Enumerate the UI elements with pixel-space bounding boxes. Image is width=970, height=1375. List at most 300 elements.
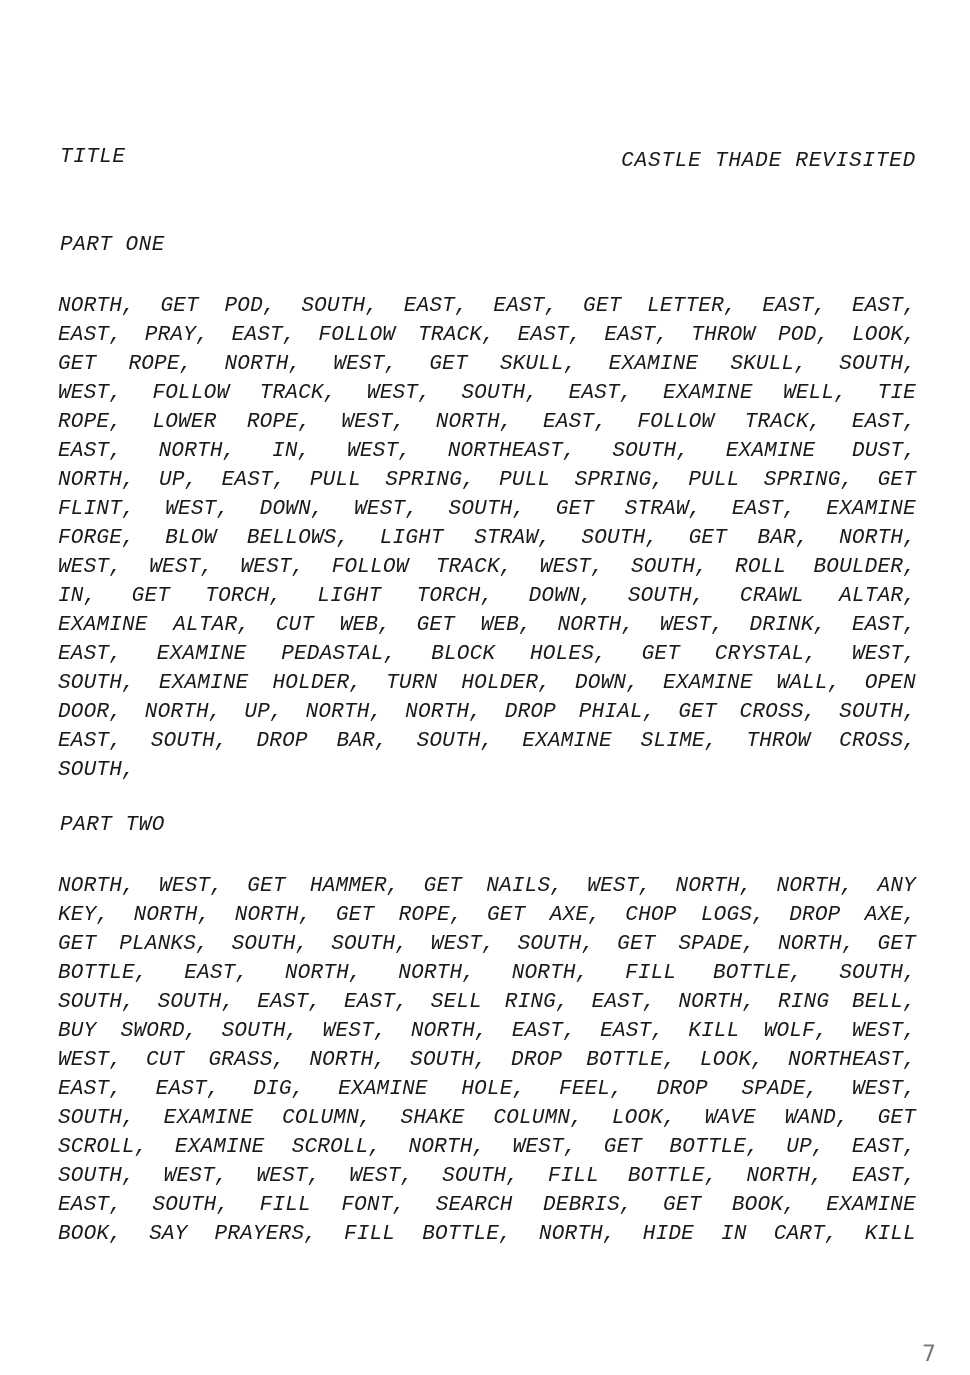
- command-word: FORGE,: [58, 527, 135, 550]
- command-word: BOTTLE,: [58, 962, 148, 985]
- text-line: [58, 1220, 916, 1249]
- command-word: EXAMINE: [156, 643, 247, 666]
- command-word: WAVE: [704, 1107, 756, 1130]
- command-word: GET: [416, 614, 455, 637]
- command-word: KILL: [688, 1020, 740, 1043]
- command-word: GET: [58, 933, 97, 956]
- command-word: GET: [555, 498, 595, 521]
- command-word: SOUTH,: [58, 1107, 135, 1130]
- command-word: WEST,: [159, 875, 224, 898]
- command-word: TRACK,: [435, 556, 513, 579]
- command-word: EAST,: [58, 1194, 123, 1217]
- command-word: FLINT,: [58, 498, 135, 521]
- command-word: DROP: [504, 701, 556, 724]
- command-word: SOUTH,: [442, 1165, 519, 1188]
- command-word: SEARCH: [435, 1194, 513, 1217]
- command-word: NORTH,: [284, 962, 362, 985]
- command-word: WEST,: [58, 556, 123, 579]
- command-word: CROSS,: [739, 701, 817, 724]
- command-word: EAST,: [58, 643, 123, 666]
- part-two-heading: PART TWO: [60, 814, 165, 837]
- command-word: EXAMINE: [725, 440, 816, 463]
- command-word: EXAMINE: [663, 382, 753, 405]
- command-word: EAST,: [343, 991, 408, 1014]
- command-word: WEST,: [149, 556, 214, 579]
- command-word: EAST,: [542, 411, 607, 434]
- game-title: CASTLE THADE REVISITED: [621, 150, 916, 173]
- command-word: RING,: [504, 991, 569, 1014]
- command-word: NORTH,: [405, 701, 482, 724]
- command-word: COLUMN,: [493, 1107, 584, 1130]
- text-line: [58, 669, 916, 698]
- text-line: [58, 640, 916, 669]
- command-word: DROP: [256, 730, 308, 753]
- command-word: WEST,: [58, 382, 123, 405]
- command-word: WEST,: [58, 1049, 123, 1072]
- text-line: [58, 698, 916, 727]
- text-line: [58, 1162, 916, 1191]
- command-word: GET: [877, 1107, 916, 1130]
- command-word: SOUTH,: [581, 527, 659, 550]
- command-word: WEST,: [430, 933, 495, 956]
- command-word: EAST,: [851, 411, 916, 434]
- text-line: [58, 1046, 916, 1075]
- command-word: DROP: [511, 1049, 563, 1072]
- command-word: NORTH,: [58, 875, 135, 898]
- command-word: SPRING,: [574, 469, 665, 492]
- command-word: EXAMINE: [826, 1194, 916, 1217]
- command-word: EXAMINE: [158, 672, 249, 695]
- command-word: EAST,: [517, 324, 582, 347]
- command-word: NORTH,: [398, 962, 476, 985]
- command-word: THROW: [691, 324, 756, 347]
- command-word: FEEL,: [559, 1078, 624, 1101]
- command-word: LOOK,: [611, 1107, 676, 1130]
- command-word: SOUTH,: [150, 730, 228, 753]
- command-word: BOTTLE,: [586, 1049, 676, 1072]
- command-word: NORTH,: [58, 469, 135, 492]
- command-word: WEST,: [851, 643, 916, 666]
- command-word: HOLDER,: [461, 672, 551, 695]
- command-word: NORTH,: [305, 701, 383, 724]
- command-word: SPRING,: [763, 469, 854, 492]
- page-number: 7: [922, 1342, 936, 1367]
- command-word: EAST,: [604, 324, 669, 347]
- command-word: ROPE,: [398, 904, 463, 927]
- command-word: FILL: [343, 1223, 396, 1246]
- command-word: SOUTH,: [157, 991, 235, 1014]
- text-line: [58, 1104, 916, 1133]
- command-word: POD,: [224, 295, 276, 318]
- command-word: FOLLOW: [331, 556, 409, 579]
- command-word: ROPE,: [246, 411, 311, 434]
- command-word: AXE,: [864, 904, 916, 927]
- command-word: DOWN,: [259, 498, 324, 521]
- command-word: WEST,: [512, 1136, 577, 1159]
- command-word: PRAY,: [144, 324, 209, 347]
- command-word: SPADE,: [741, 1078, 819, 1101]
- command-word: TORCH,: [205, 585, 283, 608]
- command-word: PULL: [499, 469, 551, 492]
- title-label: TITLE: [60, 146, 126, 169]
- command-word: SOUTH,: [58, 1165, 135, 1188]
- command-word: GET: [486, 904, 526, 927]
- command-word: HIDE: [642, 1223, 694, 1246]
- command-word: GET: [877, 469, 916, 492]
- command-word: FILL: [259, 1194, 311, 1217]
- command-word: BOTTLE,: [627, 1165, 718, 1188]
- command-word: NORTH,: [133, 904, 211, 927]
- command-word: EAST,: [403, 295, 468, 318]
- command-word: WEST,: [240, 556, 305, 579]
- command-word: EAST,: [511, 1020, 576, 1043]
- command-word: EAST,: [58, 440, 123, 463]
- command-word: WALL,: [776, 672, 841, 695]
- command-word: NORTH,: [675, 875, 753, 898]
- command-word: DUST,: [851, 440, 916, 463]
- command-word: SLIME,: [640, 730, 718, 753]
- command-word: GET: [160, 295, 199, 318]
- command-word: WEST,: [851, 1078, 916, 1101]
- command-word: GET: [641, 643, 680, 666]
- command-word: BOTTLE,: [422, 1223, 512, 1246]
- command-word: NORTH,: [557, 614, 635, 637]
- command-word: EXAMINE: [163, 1107, 254, 1130]
- part-one-heading: PART ONE: [60, 234, 165, 257]
- command-word: GRASS,: [208, 1049, 286, 1072]
- command-word: EAST,: [731, 498, 796, 521]
- command-word: WEST,: [333, 353, 398, 376]
- text-line: [58, 350, 916, 379]
- command-word: SKULL,: [730, 353, 808, 376]
- command-word: BOTTLE,: [669, 1136, 760, 1159]
- command-word: WEST,: [165, 498, 230, 521]
- command-word: EAST,: [231, 324, 296, 347]
- command-word: NORTH,: [746, 1165, 824, 1188]
- command-word: CRYSTAL,: [714, 643, 818, 666]
- command-word: NORTH,: [234, 904, 312, 927]
- command-word: NORTH,: [538, 1223, 616, 1246]
- command-word: PULL: [309, 469, 362, 492]
- command-word: NORTH,: [58, 295, 135, 318]
- command-word: SOUTH,: [58, 991, 135, 1014]
- command-word: GET: [663, 1194, 702, 1217]
- command-word: NORTH,: [144, 701, 222, 724]
- command-word: EXAMINE: [174, 1136, 265, 1159]
- text-line: [58, 408, 916, 437]
- command-word: SAY: [149, 1223, 188, 1246]
- command-word: CHOP: [625, 904, 677, 927]
- command-word: SOUTH,: [839, 701, 916, 724]
- command-word: LIGHT: [379, 527, 444, 550]
- command-word: GET: [688, 527, 728, 550]
- command-word: WEST,: [539, 556, 604, 579]
- command-word: ROLL: [735, 556, 787, 579]
- command-word: EXAMINE: [608, 353, 699, 376]
- command-word: TRACK,: [417, 324, 495, 347]
- command-word: SOUTH,: [58, 759, 135, 782]
- command-word: GET: [877, 933, 916, 956]
- text-line: [58, 495, 916, 524]
- text-line: [58, 553, 916, 582]
- command-word: AXE,: [549, 904, 601, 927]
- command-word: OPEN: [864, 672, 916, 695]
- command-word: CART,: [773, 1223, 838, 1246]
- command-word: PLANKS,: [119, 933, 209, 956]
- command-word: DRINK,: [749, 614, 827, 637]
- command-word: WEST,: [366, 382, 431, 405]
- command-word: EAST,: [58, 730, 123, 753]
- command-word: NORTH,: [777, 933, 855, 956]
- command-word: FONT,: [341, 1194, 406, 1217]
- command-word: HOLDER,: [272, 672, 363, 695]
- command-word: CUT: [275, 614, 315, 637]
- command-word: NORTH,: [309, 1049, 387, 1072]
- command-word: BUY: [58, 1020, 97, 1043]
- command-word: DOWN,: [574, 672, 639, 695]
- command-word: SOUTH,: [231, 933, 309, 956]
- command-word: UP,: [786, 1136, 825, 1159]
- command-word: EAST,: [600, 1020, 665, 1043]
- command-word: EAST,: [762, 295, 827, 318]
- command-word: PULL: [688, 469, 740, 492]
- command-word: EAST,: [257, 991, 322, 1014]
- command-word: CRAWL: [739, 585, 804, 608]
- command-word: FOLLOW: [637, 411, 715, 434]
- command-word: STRAW,: [474, 527, 551, 550]
- text-line: [58, 1191, 916, 1220]
- command-word: EXAMINE: [58, 614, 148, 637]
- command-word: LIGHT: [317, 585, 382, 608]
- command-word: WEST,: [256, 1165, 321, 1188]
- command-word: ROPE,: [58, 411, 123, 434]
- command-word: EAST,: [568, 382, 633, 405]
- command-word: WEST,: [851, 1020, 916, 1043]
- command-word: BOOK,: [58, 1223, 123, 1246]
- text-line: [58, 959, 916, 988]
- command-word: HAMMER,: [309, 875, 400, 898]
- text-line: [58, 1075, 916, 1104]
- command-word: GET: [58, 353, 97, 376]
- text-line: [58, 727, 916, 756]
- command-word: KEY,: [58, 904, 110, 927]
- command-word: SOUTH,: [152, 1194, 230, 1217]
- command-word: EAST,: [184, 962, 249, 985]
- command-word: STRAW,: [624, 498, 702, 521]
- command-word: SOUTH,: [612, 440, 690, 463]
- text-line: [58, 437, 916, 466]
- command-word: NORTH,: [511, 962, 589, 985]
- command-word: EAST,: [58, 324, 123, 347]
- command-word: NORTH,: [410, 1020, 488, 1043]
- command-word: NORTHEAST,: [447, 440, 576, 463]
- command-word: NORTH,: [839, 527, 916, 550]
- text-line: [58, 1017, 916, 1046]
- command-word: POD,: [777, 324, 830, 347]
- command-word: DOWN,: [528, 585, 593, 608]
- command-word: GET: [603, 1136, 643, 1159]
- text-line: [58, 756, 916, 785]
- command-word: LETTER,: [647, 295, 737, 318]
- command-word: LOOK,: [851, 324, 916, 347]
- command-word: GET: [583, 295, 622, 318]
- part-two-walkthrough: [58, 872, 916, 1249]
- command-word: TURN: [386, 672, 438, 695]
- command-word: FILL: [625, 962, 677, 985]
- command-word: LOWER: [152, 411, 217, 434]
- command-word: NORTHEAST,: [787, 1049, 916, 1072]
- command-word: SWORD,: [120, 1020, 198, 1043]
- command-word: IN: [721, 1223, 747, 1246]
- command-word: NORTH,: [158, 440, 236, 463]
- command-word: KILL: [864, 1223, 916, 1246]
- command-word: EAST,: [493, 295, 558, 318]
- command-word: WEST,: [341, 411, 406, 434]
- command-word: EAST,: [155, 1078, 220, 1101]
- command-word: SPRING,: [385, 469, 475, 492]
- command-word: EAST,: [851, 295, 916, 318]
- command-word: SOUTH,: [461, 382, 539, 405]
- command-word: WAND,: [784, 1107, 849, 1130]
- command-word: DOOR,: [58, 701, 123, 724]
- command-word: EAST,: [851, 1136, 916, 1159]
- command-word: BOULDER,: [813, 556, 916, 579]
- text-line: [58, 901, 916, 930]
- command-word: GET: [131, 585, 171, 608]
- command-word: WELL,: [783, 382, 848, 405]
- text-line: [58, 582, 916, 611]
- text-line: [58, 872, 916, 901]
- command-word: GET: [247, 875, 286, 898]
- command-word: SOUTH,: [58, 672, 135, 695]
- text-line: [58, 930, 916, 959]
- command-word: EAST,: [58, 1078, 123, 1101]
- text-line: [58, 321, 916, 350]
- command-word: UP,: [244, 701, 283, 724]
- command-word: SCROLL,: [291, 1136, 382, 1159]
- command-word: UP,: [159, 469, 198, 492]
- command-word: TRACK,: [259, 382, 337, 405]
- command-word: CUT: [146, 1049, 185, 1072]
- command-word: WEB,: [480, 614, 532, 637]
- command-word: SKULL,: [499, 353, 577, 376]
- command-word: EAST,: [221, 469, 286, 492]
- command-word: SOUTH,: [517, 933, 595, 956]
- command-word: EAST,: [851, 614, 916, 637]
- text-line: [58, 611, 916, 640]
- command-word: TORCH,: [416, 585, 494, 608]
- command-word: COLUMN,: [282, 1107, 372, 1130]
- command-word: SOUTH,: [448, 498, 526, 521]
- command-word: WEST,: [322, 1020, 387, 1043]
- command-word: WEB,: [339, 614, 391, 637]
- command-word: SOUTH,: [631, 556, 708, 579]
- command-word: GET: [678, 701, 717, 724]
- command-word: ALTAR,: [173, 614, 251, 637]
- command-word: EAST,: [591, 991, 656, 1014]
- command-word: BAR,: [336, 730, 388, 753]
- command-word: EXAMINE: [826, 498, 916, 521]
- command-word: SOUTH,: [301, 295, 379, 318]
- command-word: ROPE,: [128, 353, 193, 376]
- command-word: SOUTH,: [331, 933, 408, 956]
- command-word: IN,: [58, 585, 97, 608]
- command-word: WEST,: [347, 440, 412, 463]
- command-word: BLOW: [165, 527, 217, 550]
- command-word: SELL: [430, 991, 482, 1014]
- command-word: CROSS,: [839, 730, 916, 753]
- command-word: SOUTH,: [410, 1049, 487, 1072]
- command-word: DIG,: [253, 1078, 305, 1101]
- command-word: EAST,: [851, 1165, 916, 1188]
- part-one-walkthrough: [58, 292, 916, 785]
- command-word: SOUTH,: [839, 353, 916, 376]
- command-word: SPADE,: [678, 933, 756, 956]
- command-word: WEST,: [349, 1165, 414, 1188]
- command-word: HOLE,: [461, 1078, 526, 1101]
- text-line: [58, 379, 916, 408]
- command-word: FILL: [547, 1165, 600, 1188]
- command-word: WEST,: [163, 1165, 228, 1188]
- command-word: NORTH,: [224, 353, 302, 376]
- command-word: THROW: [746, 730, 811, 753]
- text-line: [58, 466, 916, 495]
- command-word: SCROLL,: [58, 1136, 148, 1159]
- text-line: [58, 524, 916, 553]
- command-word: SHAKE: [400, 1107, 465, 1130]
- command-word: PEDASTAL,: [281, 643, 397, 666]
- command-word: GET: [617, 933, 656, 956]
- command-word: LOGS,: [700, 904, 765, 927]
- command-word: TIE: [877, 382, 916, 405]
- command-word: NORTH,: [408, 1136, 486, 1159]
- command-word: EXAMINE: [338, 1078, 428, 1101]
- command-word: SOUTH,: [416, 730, 494, 753]
- command-word: BELL,: [851, 991, 916, 1014]
- command-word: BOOK,: [731, 1194, 796, 1217]
- command-word: NORTH,: [678, 991, 756, 1014]
- text-line: [58, 1133, 916, 1162]
- command-word: PHIAL,: [578, 701, 656, 724]
- command-word: BLOCK: [431, 643, 496, 666]
- command-word: GET: [429, 353, 468, 376]
- command-word: FOLLOW: [318, 324, 396, 347]
- command-word: LOOK,: [699, 1049, 764, 1072]
- command-word: WEST,: [354, 498, 419, 521]
- command-word: RING: [777, 991, 830, 1014]
- command-word: GET: [335, 904, 375, 927]
- command-word: SOUTH,: [221, 1020, 299, 1043]
- command-word: NAILS,: [486, 875, 564, 898]
- command-word: DROP: [656, 1078, 708, 1101]
- command-word: DROP: [789, 904, 841, 927]
- command-word: DEBRIS,: [542, 1194, 633, 1217]
- text-line: [58, 988, 916, 1017]
- command-word: NORTH,: [435, 411, 513, 434]
- command-word: BAR,: [757, 527, 809, 550]
- command-word: HOLES,: [530, 643, 607, 666]
- command-word: WEST,: [587, 875, 652, 898]
- command-word: SOUTH,: [627, 585, 705, 608]
- command-word: ANY: [877, 875, 916, 898]
- command-word: EXAMINE: [663, 672, 753, 695]
- command-word: SOUTH,: [839, 962, 916, 985]
- command-word: BOTTLE,: [712, 962, 803, 985]
- command-word: ALTAR,: [839, 585, 916, 608]
- command-word: FOLLOW: [152, 382, 230, 405]
- command-word: WEST,: [659, 614, 724, 637]
- command-word: NORTH,: [776, 875, 854, 898]
